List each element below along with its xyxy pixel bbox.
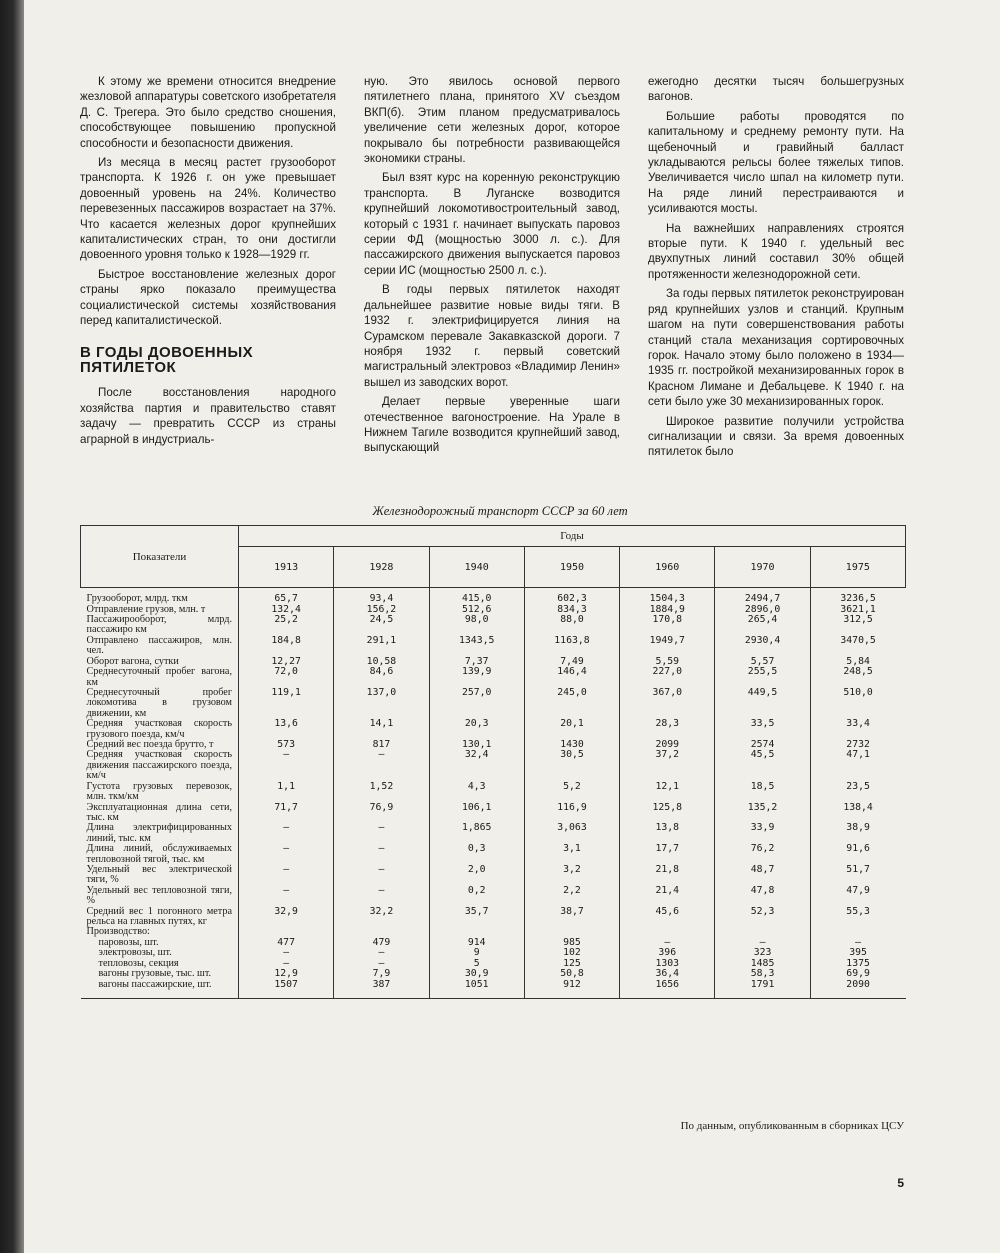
row-label: Пассажирооборот, млрд. пассажиро км: [86, 614, 232, 636]
table-cell: 0,2: [429, 886, 524, 907]
table-cell: 135,2: [715, 803, 810, 824]
table-cell: 2896,0: [715, 605, 810, 616]
table-cell: 255,5: [715, 667, 810, 688]
table-cell: 47,8: [715, 886, 810, 907]
table-cell: 1,1: [239, 782, 334, 803]
table-cell: 1375: [810, 959, 905, 970]
table-cell: 47,1: [810, 750, 905, 781]
table-cell: 25,2: [239, 615, 334, 636]
table-cell: 479: [334, 938, 429, 949]
table-cell: 132,4: [239, 605, 334, 616]
table-cell: —: [620, 938, 715, 949]
table-cell: —: [334, 959, 429, 970]
table-cell: 88,0: [524, 615, 619, 636]
table-cell: 72,0: [239, 667, 334, 688]
table-cell: 119,1: [239, 688, 334, 719]
table-row: [81, 667, 906, 688]
years-header: Годы: [239, 526, 906, 547]
table-row: [81, 636, 906, 657]
table-cell: 106,1: [429, 803, 524, 824]
table-cell: 1163,8: [524, 636, 619, 657]
paragraph: В годы первых пятилеток находят дальнейшее развитие новые виды тяги. В 1932 г. электрифицируется линия на Сурамском перевале Закавказской дороги. 7 ноября 1932 г. первый советский магистральный электровоз «Владимир Ленин» вышел из заводских ворот.: [364, 283, 620, 389]
row-label: Отправлено пассажиров, млн. чел.: [86, 634, 232, 657]
paragraph: Был взят курс на коренную реконструкцию транспорта. В Луганске возводится крупнейший локомотивостроительный завод, который с 1931 г. начинает выпускать паровоз серии ФД (мощностью 3000 л. с.). Для пассажирского движения выпускается паровоз серии ИС (мощностью 2500 л. с.).: [364, 171, 620, 277]
table-row: [81, 823, 906, 844]
table-cell: 24,5: [334, 615, 429, 636]
table-row: [81, 865, 906, 886]
row-label: Длина линий, обслуживаемых тепловозной тягой, тыс. км: [86, 843, 232, 865]
table-cell: 7,9: [334, 969, 429, 980]
table-cell: 125,8: [620, 803, 715, 824]
table-cell: 139,9: [429, 667, 524, 688]
table-cell: 9: [429, 948, 524, 959]
table-cell: 2090: [810, 980, 905, 999]
table-cell: 45,5: [715, 750, 810, 781]
table-row: [81, 782, 906, 803]
table-cell: 37,2: [620, 750, 715, 781]
table-cell: 12,9: [239, 969, 334, 980]
table-cell: 2099: [620, 740, 715, 751]
table-cell: 3,2: [524, 865, 619, 886]
table-cell: 7,37: [429, 657, 524, 668]
paragraph: К этому же времени относится внедрение жезловой аппаратуры советского изобретателя Д. С. Трегера. Это было средство сношения, способствующее повышению пропускной способности и безопасности движения.: [80, 75, 336, 150]
table-cell: 130,1: [429, 740, 524, 751]
table-cell: 1,865: [429, 823, 524, 844]
table-cell: 2574: [715, 740, 810, 751]
row-label: Средний вес 1 погонного метра рельса на главных путях, кг: [86, 905, 232, 927]
table-cell: 14,1: [334, 719, 429, 740]
table-cell: 146,4: [524, 667, 619, 688]
table-cell: —: [810, 938, 905, 949]
table-cell: 3,063: [524, 823, 619, 844]
source-note: По данным, опубликованным в сборниках ЦСУ: [680, 1120, 904, 1132]
row-label: вагоны грузовые, тыс. шт.: [98, 968, 212, 980]
table-cell: 33,5: [715, 719, 810, 740]
table-cell: 914: [429, 938, 524, 949]
year-header: 1928: [334, 547, 429, 588]
table-cell: —: [334, 948, 429, 959]
table-cell: 58,3: [715, 969, 810, 980]
table-cell: 21,4: [620, 886, 715, 907]
table-row: [81, 927, 906, 937]
table-cell: 291,1: [334, 636, 429, 657]
table-cell: 1051: [429, 980, 524, 999]
row-label: Средняя участковая скорость движения пассажирского поезда, км/ч: [86, 749, 232, 782]
table-cell: 84,6: [334, 667, 429, 688]
table-cell: 5,84: [810, 657, 905, 668]
table-cell: 367,0: [620, 688, 715, 719]
table-cell: —: [239, 865, 334, 886]
row-label: вагоны пассажирские, шт.: [81, 980, 239, 999]
table-row: [81, 588, 906, 605]
table-cell: 7,49: [524, 657, 619, 668]
table-title: Железнодорожный транспорт СССР за 60 лет: [372, 504, 628, 518]
text-column-2: [364, 74, 620, 494]
table-cell: 510,0: [810, 688, 905, 719]
paragraph: Из месяца в месяц растет грузооборот транспорта. К 1926 г. он уже превышает довоенный уровень на 24%. Количество перевезенных пассажиров возрастает на 37%. Что касается железных дорог крупнейших капиталистических стран, то они достигли довоенного уровня только к 1928—1929 гг.: [80, 156, 336, 262]
table-cell: 184,8: [239, 636, 334, 657]
table-cell: 323: [715, 948, 810, 959]
table-cell: 156,2: [334, 605, 429, 616]
row-label: Средняя участковая скорость грузового поезда, км/ч: [86, 718, 232, 740]
table-cell: 52,3: [715, 907, 810, 928]
table-cell: 248,5: [810, 667, 905, 688]
row-label: Оборот вагона, сутки: [86, 655, 179, 667]
year-header: 1940: [429, 547, 524, 588]
table-cell: 1949,7: [620, 636, 715, 657]
year-header: 1970: [715, 547, 810, 588]
table-cell: 3470,5: [810, 636, 905, 657]
table-cell: 32,2: [334, 907, 429, 928]
table-row: [81, 688, 906, 719]
paragraph: Быстрое восстановление железных дорог страны ярко показало преимущества социалистической системы хозяйствования перед капиталистической.: [80, 267, 336, 328]
table-cell: 1507: [239, 980, 334, 999]
table-cell: 573: [239, 740, 334, 751]
table-row: [81, 803, 906, 824]
row-label: паровозы, шт.: [98, 936, 159, 948]
text-column-1: [80, 74, 336, 494]
table-row: [81, 980, 906, 999]
table-cell: 45,6: [620, 907, 715, 928]
table-cell: 834,3: [524, 605, 619, 616]
table-cell: 2494,7: [715, 588, 810, 605]
table-cell: 13,6: [239, 719, 334, 740]
table-cell: 227,0: [620, 667, 715, 688]
table-cell: 98,0: [429, 615, 524, 636]
row-label: Густота грузовых перевозок, млн. ткм/км: [86, 780, 232, 803]
table-cell: 102: [524, 948, 619, 959]
table-cell: —: [334, 823, 429, 844]
table-cell: —: [334, 750, 429, 781]
table-cell: —: [334, 865, 429, 886]
table-cell: —: [239, 823, 334, 844]
table-cell: 17,7: [620, 844, 715, 865]
table-cell: 93,4: [334, 588, 429, 605]
table-row: [81, 938, 906, 949]
table-cell: 50,8: [524, 969, 619, 980]
table-row: [81, 907, 906, 928]
table-cell: 10,58: [334, 657, 429, 668]
table-cell: 5: [429, 959, 524, 970]
row-label: Производство:: [86, 926, 150, 938]
table-cell: 65,7: [239, 588, 334, 605]
table-cell: 137,0: [334, 688, 429, 719]
table-cell: —: [334, 844, 429, 865]
row-label: Средний вес поезда брутто, т: [86, 738, 214, 750]
row-label: электровозы, шт.: [98, 947, 172, 959]
article-columns: [80, 74, 904, 494]
table-cell: 38,9: [810, 823, 905, 844]
table-cell: 20,3: [429, 719, 524, 740]
year-header: 1960: [620, 547, 715, 588]
table-cell: 912: [524, 980, 619, 999]
table-cell: 55,3: [810, 907, 905, 928]
row-label: Эксплуатационная длина сети, тыс. км: [86, 801, 232, 823]
table-cell: 985: [524, 938, 619, 949]
table-cell: 1884,9: [620, 605, 715, 616]
table-cell: 1504,3: [620, 588, 715, 605]
paragraph: За годы первых пятилеток реконструирован ряд крупнейших узлов и станций. Крупным шагом на пути совершенствования работы станций стала механизация сортировочных горок. Начало этому было положено в 1934—1935 гг. постройкой механизированных горок в Красном Лимане и Дебальцеве. К 1940 г. на сети было уже 30 механизированных горок.: [648, 287, 904, 409]
table-cell: 265,4: [715, 615, 810, 636]
table-cell: 1303: [620, 959, 715, 970]
row-label: Отправление грузов, млн. т: [86, 603, 206, 615]
row-label: тепловозы, секция: [98, 957, 179, 969]
year-header: 1975: [810, 547, 905, 588]
table-cell: 18,5: [715, 782, 810, 803]
table-cell: 125: [524, 959, 619, 970]
table-cell: —: [239, 948, 334, 959]
table-cell: —: [239, 750, 334, 781]
table-cell: 28,3: [620, 719, 715, 740]
table-cell: 116,9: [524, 803, 619, 824]
table-cell: 35,7: [429, 907, 524, 928]
table-cell: 4,3: [429, 782, 524, 803]
table-cell: 396: [620, 948, 715, 959]
row-label: Грузооборот, млрд. ткм: [86, 593, 188, 604]
binding-edge: [0, 0, 24, 1253]
table-cell: 0,3: [429, 844, 524, 865]
table-cell: 76,9: [334, 803, 429, 824]
statistics-table-wrap: [80, 525, 906, 999]
page-number: 5: [897, 1176, 904, 1190]
table-row: [81, 615, 906, 636]
table-cell: 3236,5: [810, 588, 905, 605]
table-cell: 33,9: [715, 823, 810, 844]
table-cell: 69,9: [810, 969, 905, 980]
table-cell: 12,27: [239, 657, 334, 668]
paragraph: Широкое развитие получили устройства сигнализации и связи. За время довоенных пятилеток было: [648, 414, 904, 459]
table-cell: 387: [334, 980, 429, 999]
table-cell: 21,8: [620, 865, 715, 886]
table-cell: 2,2: [524, 886, 619, 907]
table-cell: 1791: [715, 980, 810, 999]
table-cell: 3621,1: [810, 605, 905, 616]
table-cell: 170,8: [620, 615, 715, 636]
table-cell: 48,7: [715, 865, 810, 886]
table-cell: 12,1: [620, 782, 715, 803]
table-cell: 5,57: [715, 657, 810, 668]
table-cell: 91,6: [810, 844, 905, 865]
table-cell: 245,0: [524, 688, 619, 719]
table-cell: 20,1: [524, 719, 619, 740]
table-cell: 1656: [620, 980, 715, 999]
table-cell: 47,9: [810, 886, 905, 907]
table-cell: 512,6: [429, 605, 524, 616]
table-cell: 415,0: [429, 588, 524, 605]
table-cell: 395: [810, 948, 905, 959]
table-cell: 1485: [715, 959, 810, 970]
paragraph: ежегодно десятки тысяч большегрузных вагонов.: [648, 75, 904, 104]
table-row: [81, 948, 906, 959]
row-label: Среднесуточный пробег локомотива в грузовом движении, км: [86, 686, 232, 719]
table-cell: —: [334, 886, 429, 907]
table-cell: 5,2: [524, 782, 619, 803]
table-cell: 23,5: [810, 782, 905, 803]
table-cell: 138,4: [810, 803, 905, 824]
table-cell: 312,5: [810, 615, 905, 636]
statistics-table: [80, 525, 906, 999]
table-cell: 817: [334, 740, 429, 751]
table-cell: 32,9: [239, 907, 334, 928]
table-cell: 477: [239, 938, 334, 949]
table-cell: 2,0: [429, 865, 524, 886]
year-header: 1950: [524, 547, 619, 588]
row-label: Удельный вес тепловозной тяги, %: [86, 884, 232, 907]
table-cell: 36,4: [620, 969, 715, 980]
table-cell: 13,8: [620, 823, 715, 844]
row-label: Длина электрифицированных линий, тыс. км: [86, 822, 232, 844]
section-heading: В ГОДЫ ДОВОЕННЫХ ПЯТИЛЕТОК: [80, 343, 254, 376]
table-cell: 71,7: [239, 803, 334, 824]
table-cell: 2732: [810, 740, 905, 751]
indicator-header: Показатели: [81, 526, 239, 588]
year-header: 1913: [239, 547, 334, 588]
paragraph: Большие работы проводятся по капитальному и среднему ремонту пути. На щебеночный и гравийный балласт укладываются рельсы более тяжелых типов. Увеличивается число шпал на километр пути. На ряде линий перестраиваются и усиливаются мосты.: [648, 109, 904, 216]
table-cell: 38,7: [524, 907, 619, 928]
table-cell: 3,1: [524, 844, 619, 865]
table-cell: 30,9: [429, 969, 524, 980]
table-cell: —: [715, 938, 810, 949]
table-cell: 33,4: [810, 719, 905, 740]
row-label: Среднесуточный пробег вагона, км: [86, 666, 232, 688]
table-cell: 1,52: [334, 782, 429, 803]
table-cell: 76,2: [715, 844, 810, 865]
table-cell: 5,59: [620, 657, 715, 668]
table-cell: —: [239, 886, 334, 907]
row-label: Удельный вес электрической тяги, %: [86, 863, 232, 886]
table-row: [81, 844, 906, 865]
table-row: [81, 750, 906, 781]
paragraph: После восстановления народного хозяйства партия и правительство ставят задачу — превратить СССР из страны аграрной в индустриаль-: [80, 386, 336, 446]
table-cell: 51,7: [810, 865, 905, 886]
table-cell: 449,5: [715, 688, 810, 719]
paragraph: ную. Это явилось основой первого пятилетнего плана, принятого XV съездом ВКП(б). Этим планом предусматривалось увеличение сети железных дорог, которое покрывало бы потребности развивающейся экономики страны.: [364, 75, 620, 166]
table-cell: 30,5: [524, 750, 619, 781]
table-row: [81, 719, 906, 740]
paragraph: На важнейших направлениях строятся вторые пути. К 1940 г. удельный вес двухпутных линий составил 30% общей протяженности железнодорожной сети.: [648, 221, 904, 281]
table-body: [81, 588, 906, 999]
table-cell: 257,0: [429, 688, 524, 719]
table-cell: —: [239, 844, 334, 865]
paragraph: Делает первые уверенные шаги отечественное вагоностроение. На Урале в Нижнем Тагиле возводится крупнейший завод, выпускающий: [364, 395, 620, 455]
table-row: [81, 886, 906, 907]
table-cell: 1343,5: [429, 636, 524, 657]
table-cell: 602,3: [524, 588, 619, 605]
table-cell: —: [239, 959, 334, 970]
table-cell: 32,4: [429, 750, 524, 781]
text-column-3: [648, 74, 904, 494]
table-cell: 2930,4: [715, 636, 810, 657]
table-cell: 1430: [524, 740, 619, 751]
